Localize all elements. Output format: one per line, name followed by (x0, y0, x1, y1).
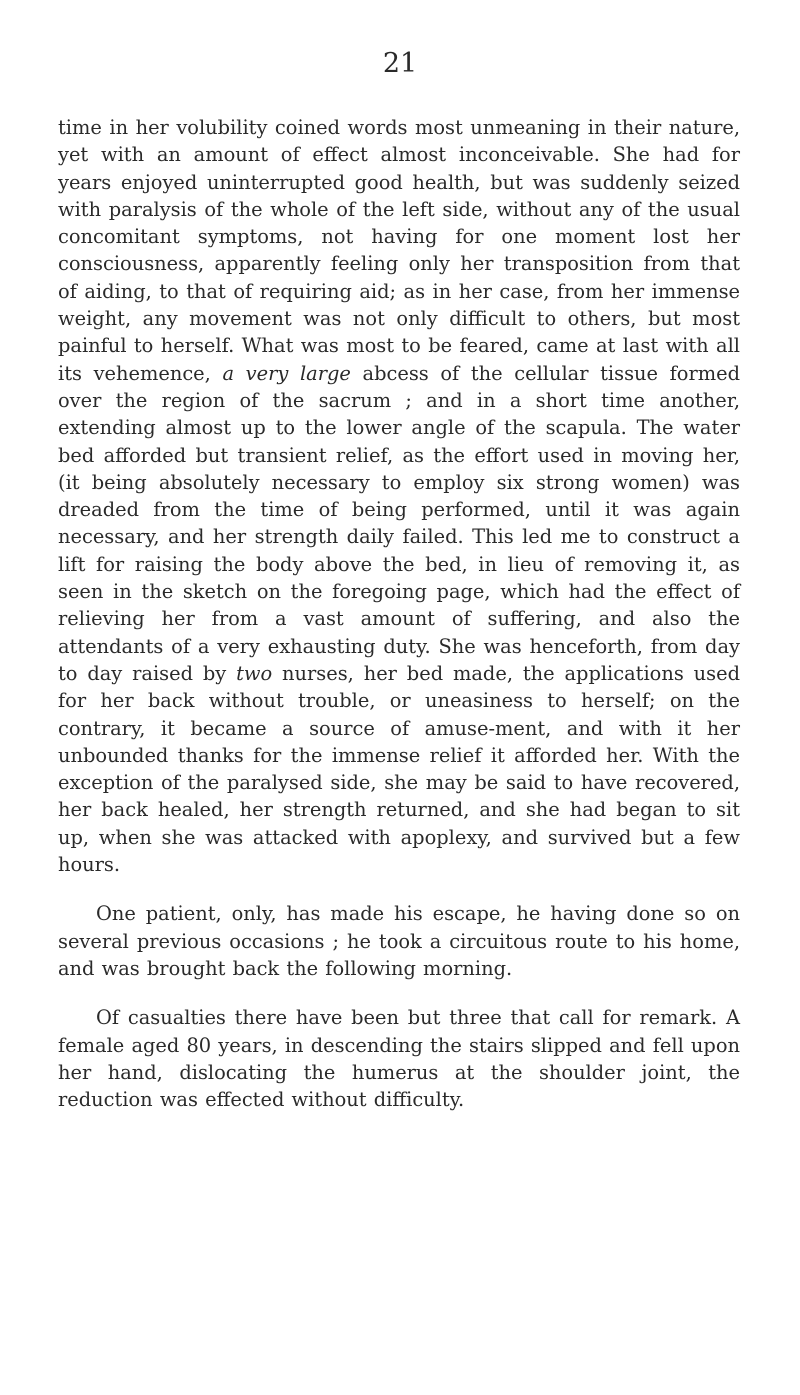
paragraph-1 (58, 114, 740, 878)
body-text (58, 114, 740, 1113)
emphasis-very-large: a very large (222, 361, 351, 385)
emphasis-two: two (236, 661, 273, 685)
paragraph-3: Of casualties there have been but three that call for remark. A female aged 80 years, in descending the stairs slipped and fell upon her hand, dislocating the humerus at the shoulder joint, the reduction was effected without difficulty. (58, 1006, 740, 1112)
paragraph-1-text-a: time in her volubility coined words most unmeaning in their nature, yet with an amount of effect almost inconceivable. She had for years enjoyed uninterrupted good health, but was suddenly seized with paralysis of the whole of the left side, without any of the usual concomitant symptoms, not having for one moment lost her consciousness, apparently feeling only her transposition from that of aiding, to that of requiring aid; as in her case, from her immense weight, any movement was not only difficult to others, but most painful to herself. What was most to be feared, came at last with all its vehemence, (58, 116, 740, 385)
paragraph-1-text-b: abcess of the cellular tissue formed over the region of the sacrum ; and in a short time another, extending almost up to the lower angle of the scapula. The water bed afforded but transient relief, as the effort used in moving her, (it being absolutely necessary to employ six strong women) was dreaded from the time of being performed, until it was again necessary, and her strength daily failed. This led me to construct a lift for raising the body above the bed, in lieu of removing it, as seen in the sketch on the foregoing page, which had the effect of relieving her from a vast amount of suffering, and also the attendants of a very exhausting duty. She was henceforth, from day to day raised by (58, 361, 741, 685)
paragraph-2: One patient, only, has made his escape, he having done so on several previous occasions ; he took a circuitous route to his home, and was brought back the following morning. (58, 902, 740, 980)
page-number: 21 (382, 48, 418, 79)
paragraph-1-text-c: nurses, her bed made, the applications used for her back without trouble, or uneasiness to herself; on the contrary, it became a source of amuse-ment, and with it her unbounded thanks for the immense relief it afforded her. With the exception of the paralysed side, she may be said to have recovered, her back healed, her strength returned, and she had began to sit up, when she was attacked with apoplexy, and survived but a few hours. (58, 661, 740, 877)
